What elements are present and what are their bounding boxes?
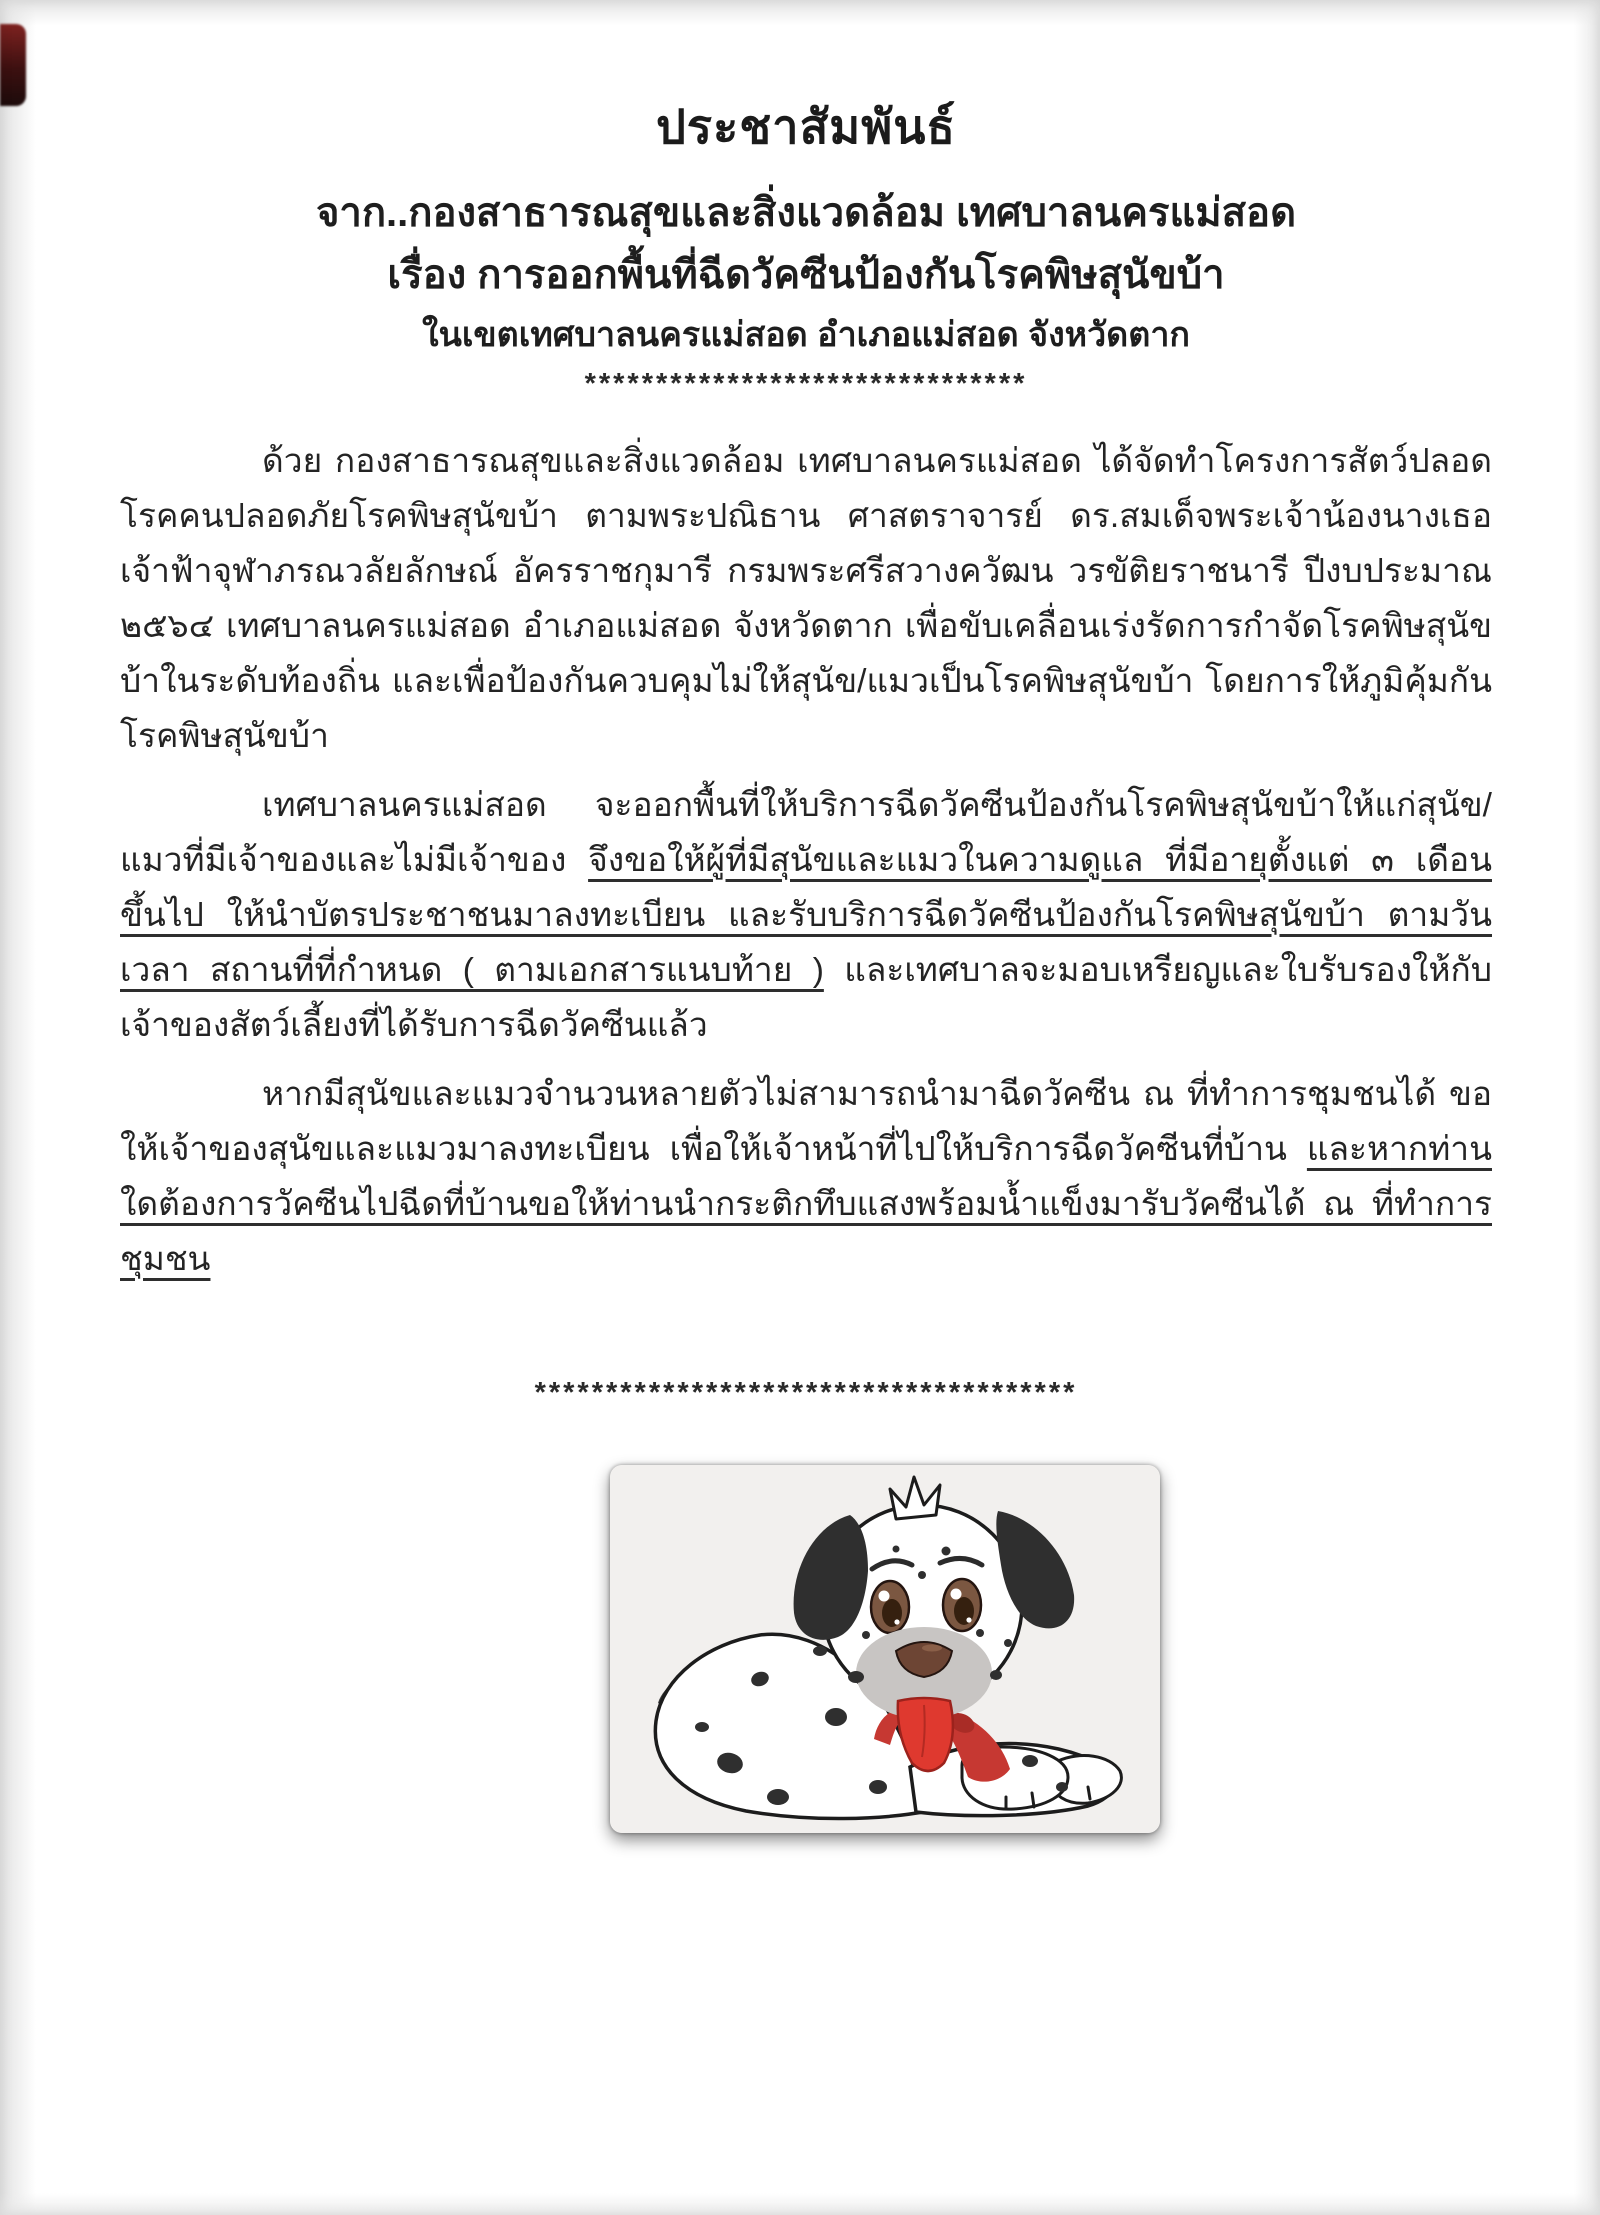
paragraph-project-background — [120, 434, 1492, 764]
announcement-from-line: จาก..กองสาธารณสุขและสิ่งแวดล้อม เทศบาลนครแม่สอด — [315, 191, 1297, 235]
paragraph-1-text: ด้วย กองสาธารณสุขและสิ่งแวดล้อม เทศบาลนครแม่สอด ได้จัดทำโครงการสัตว์ปลอดโรคคนปลอดภัยโรคพิษสุนัขบ้า ตามพระปณิธาน ศาสตราจารย์ ดร.สมเด็จพระเจ้าน้องนางเธอ เจ้าฟ้าจุฬาภรณวลัยลักษณ์ อัครราชกุมารี กรมพระศรีสวางควัฒน วรขัติยราชนารี ปีงบประมาณ ๒๕๖๔ เทศบาลนครแม่สอด อำเภอแม่สอด จังหวัดตาก เพื่อขับเคลื่อนเร่งรัดการกำจัดโรคพิษสุนัขบ้าในระดับท้องถิ่น และเพื่อป้องกันควบคุมไม่ให้สุนัข/แมวเป็นโรคพิษสุนัขบ้า โดยการให้ภูมิคุ้มกันโรคพิษสุนัขบ้า — [120, 443, 1492, 755]
dog-illustration — [610, 1465, 1160, 1833]
paragraph-2-underlined-instruction: จึงขอให้ผู้ที่มีสุนัขและแมวในความดูแล ที่มีอายุตั้งแต่ ๓ เดือน ขึ้นไป ให้นำบัตรประชาชนมาลงทะเบียน และรับบริการฉีดวัคซีนป้องกันโรคพิษสุนัขบ้า ตามวัน เวลา สถานที่ที่กำหนด ( ตามเอกสารแนบท้าย ) — [120, 842, 1492, 989]
paragraph-home-service — [120, 1067, 1492, 1287]
page-edge-bottom — [0, 2193, 1600, 2215]
paragraph-2-text-start: เทศบาลนครแม่สอด จะออกพื้นที่ให้บริการฉีดวัคซีนป้องกันโรคพิษสุนัขบ้าให้แก่สุนัข/แมวที่มีเจ้าของและไม่มีเจ้าของ — [120, 787, 1492, 879]
paragraph-vaccination-service — [120, 778, 1492, 1053]
announcement-subject-line: เรื่อง การออกพื้นที่ฉีดวัคซีนป้องกันโรคพิษสุนัขบ้า — [387, 253, 1225, 297]
paragraph-3-text-start: หากมีสุนัขและแมวจำนวนหลายตัวไม่สามารถนำมาฉีดวัคซีน ณ ที่ทำการชุมชนได้ ขอให้เจ้าของสุนัขและแมวมาลงทะเบียน เพื่อให้เจ้าหน้าที่ไปให้บริการฉีดวัคซีนที่บ้าน — [120, 1076, 1492, 1168]
paragraph-2-text-end: และเทศบาลจะมอบเหรียญและใบรับรองให้กับเจ้าของสัตว์เลี้ยงที่ได้รับการฉีดวัคซีนแล้ว — [120, 952, 1492, 1044]
announcement-area-line: ในเขตเทศบาลนครแม่สอด อำเภอแม่สอด จังหวัดตาก — [421, 316, 1191, 354]
announcement-title: ประชาสัมพันธ์ — [655, 100, 957, 153]
asterisk-divider-top: ******************************* — [584, 368, 1028, 400]
paragraph-3-underlined-instruction: และหากท่านใดต้องการวัคซีนไปฉีดที่บ้านขอให้ท่านนำกระติกทึบแสงพร้อมน้ำแข็งมารับวัคซีนได้ ณ ที่ทำการชุมชน — [120, 1131, 1492, 1278]
dalmatian-puppy-image — [610, 1465, 1160, 1833]
asterisk-divider-bottom: ************************************** — [534, 1377, 1078, 1409]
announcement-body — [120, 434, 1492, 1287]
